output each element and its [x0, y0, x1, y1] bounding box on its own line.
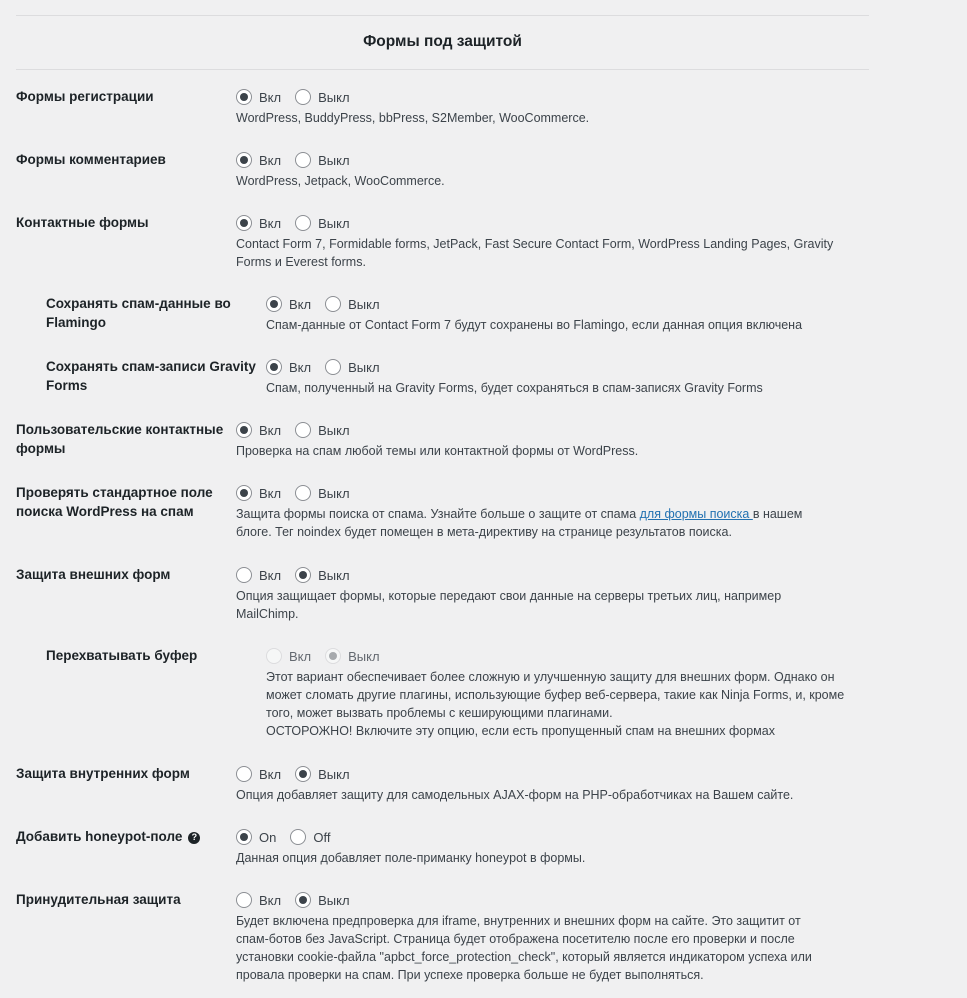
radio-on[interactable] [266, 296, 282, 312]
setting-description: Проверка на спам любой темы или контактной формы от WordPress. [236, 444, 639, 458]
setting-description: Будет включена предпроверка для iframe, внутренних и внешних форм на сайте. Это защитит от спам-ботов без JavaScript. Страница будет отображена посетителю после его проверки и после установки cookie-файла "apbct_force_protection_check", который является индикатором успеха или провала проверки на спам. При успехе проверка больше не будет выполняться. [236, 914, 812, 982]
setting-label [16, 827, 231, 846]
radio-off-label[interactable]: Выкл [318, 89, 350, 105]
radio-on-label[interactable]: Вкл [259, 892, 282, 908]
setting-label: Принудительная защита [16, 892, 181, 907]
description-text: в нашем блоге. Тег noindex будет помещен в мета-директиву на странице результатов поиска. [236, 507, 803, 539]
radio-on-label[interactable]: Вкл [259, 215, 282, 231]
radio-on-label[interactable]: Вкл [259, 152, 282, 168]
radio-on[interactable] [236, 152, 252, 168]
radio-off-label: Выкл [348, 648, 380, 664]
setting-warning: ОСТОРОЖНО! Включите эту опцию, если есть пропущенный спам на внешних формах [266, 724, 775, 738]
setting-label: Защита внутренних форм [16, 766, 190, 781]
radio-on[interactable] [236, 422, 252, 438]
radio-on-label[interactable]: On [259, 829, 277, 845]
radio-off-label[interactable]: Выкл [348, 359, 380, 375]
setting-label: Перехватывать буфер [46, 648, 198, 663]
setting-label: Защита внешних форм [16, 567, 171, 582]
radio-on-label: Вкл [289, 648, 312, 664]
radio-off[interactable] [295, 892, 311, 908]
radio-off[interactable] [295, 766, 311, 782]
radio-off[interactable] [295, 422, 311, 438]
setting-label: Сохранять спам-записи Gravity Forms [46, 359, 256, 393]
radio-off[interactable] [290, 829, 306, 845]
divider [16, 15, 869, 16]
setting-label: Пользовательские контактные формы [16, 422, 224, 456]
setting-description: Опция добавляет защиту для самодельных AJAX-форм на PHP-обработчиках на Вашем сайте. [236, 788, 794, 802]
radio-off-label[interactable]: Выкл [318, 215, 350, 231]
setting-description: Этот вариант обеспечивает более сложную и улучшенную защиту для внешних форм. Однако он может сломать другие плагины, использующие буфер веб-сервера, такие как Ninja Forms, и, кроме того, может вызвать проблемы с кеширующими плагинами. [266, 670, 845, 720]
setting-description: WordPress, BuddyPress, bbPress, S2Member, WooCommerce. [236, 111, 590, 125]
radio-off[interactable] [325, 359, 341, 375]
radio-off[interactable] [295, 485, 311, 501]
radio-off[interactable] [295, 89, 311, 105]
radio-on [266, 648, 282, 664]
radio-on-label[interactable]: Вкл [259, 89, 282, 105]
setting-description: Спам-данные от Contact Form 7 будут сохранены во Flamingo, если данная опция включена [266, 318, 803, 332]
radio-on[interactable] [236, 89, 252, 105]
setting-description: WordPress, Jetpack, WooCommerce. [236, 174, 445, 188]
setting-label: Контактные формы [16, 215, 149, 230]
radio-on-label[interactable]: Вкл [289, 359, 312, 375]
radio-off-label[interactable]: Выкл [318, 766, 350, 782]
radio-on-label[interactable]: Вкл [289, 296, 312, 312]
radio-off[interactable] [325, 296, 341, 312]
radio-off-label[interactable]: Выкл [318, 892, 350, 908]
setting-label: Формы комментариев [16, 152, 166, 167]
setting-description: Опция защищает формы, которые передают свои данные на серверы третьих лиц, например MailChimp. [236, 589, 782, 621]
radio-off [325, 648, 341, 664]
radio-off-label[interactable]: Выкл [318, 485, 350, 501]
radio-off-label[interactable]: Выкл [318, 152, 350, 168]
radio-on[interactable] [236, 892, 252, 908]
radio-on[interactable] [236, 829, 252, 845]
setting-description [236, 505, 836, 541]
radio-on-label[interactable]: Вкл [259, 567, 282, 583]
radio-on[interactable] [236, 215, 252, 231]
radio-off-label[interactable]: Off [313, 829, 331, 845]
setting-description: Спам, полученный на Gravity Forms, будет сохраняться в спам-записях Gravity Forms [266, 381, 763, 395]
radio-off[interactable] [295, 215, 311, 231]
radio-off[interactable] [295, 567, 311, 583]
description-text: Защита формы поиска от спама. Узнайте больше о защите от спама [236, 507, 640, 521]
radio-on[interactable] [236, 567, 252, 583]
radio-on[interactable] [236, 485, 252, 501]
setting-label-text: Добавить honeypot-поле [16, 829, 183, 844]
radio-on-label[interactable]: Вкл [259, 485, 282, 501]
divider [16, 69, 869, 70]
radio-on-label[interactable]: Вкл [259, 766, 282, 782]
radio-off-label[interactable]: Выкл [348, 296, 380, 312]
radio-off-label[interactable]: Выкл [318, 567, 350, 583]
setting-description: Данная опция добавляет поле-приманку honeypot в формы. [236, 851, 586, 865]
radio-off-label[interactable]: Выкл [318, 422, 350, 438]
search-form-link[interactable]: для формы поиска [639, 507, 753, 521]
help-icon[interactable]: ? [188, 832, 200, 844]
radio-on-label[interactable]: Вкл [259, 422, 282, 438]
section-title: Формы под защитой [363, 33, 522, 50]
radio-on[interactable] [266, 359, 282, 375]
radio-off[interactable] [295, 152, 311, 168]
setting-description: Contact Form 7, Formidable forms, JetPack, Fast Secure Contact Form, WordPress Landing Pages, Gravity Forms и Everest forms. [236, 237, 834, 269]
setting-label: Формы регистрации [16, 89, 154, 104]
radio-on[interactable] [236, 766, 252, 782]
setting-label: Проверять стандартное поле поиска WordPress на спам [16, 485, 213, 519]
setting-label: Сохранять спам-данные во Flamingo [46, 296, 231, 330]
